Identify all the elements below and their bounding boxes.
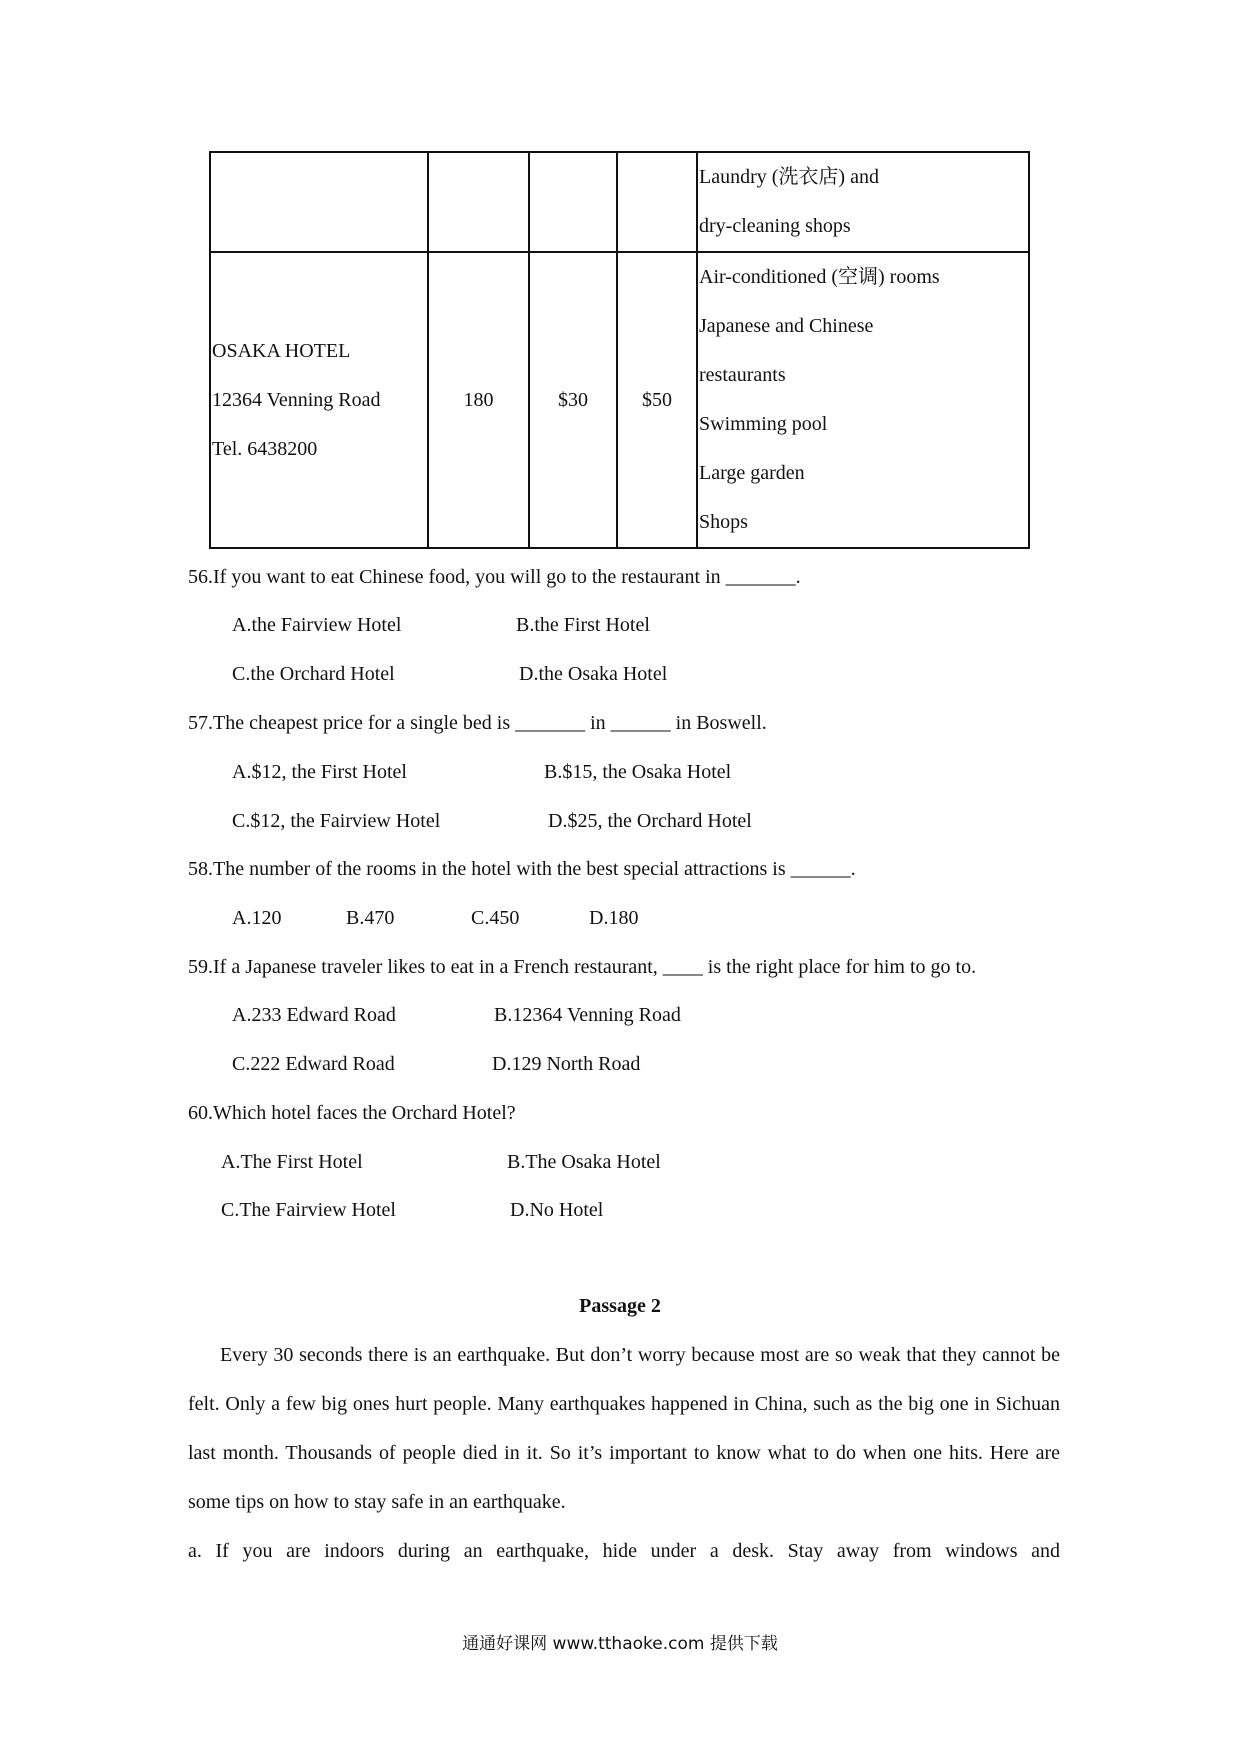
passage-paragraph: Every 30 seconds there is an earthquake. But don’t worry because most are so weak that they cannot be felt. Only a few big ones hurt people. Many earthquakes happened in China, such as the big one in Sichuan last month. Thousands of people died in it. So it’s important to know what to do when one hits. Here are some tips on how to stay safe in an earthquake. bbox=[188, 1344, 1060, 1513]
question-58-stem: 58.The number of the rooms in the hotel with the best special attractions is ______. bbox=[188, 858, 856, 880]
table-cell-double: $50 bbox=[617, 252, 697, 548]
option-58-a: A.120 bbox=[232, 907, 282, 929]
option-56-a: A.the Fairview Hotel bbox=[232, 614, 402, 636]
hotel-phone: Tel. 6438200 bbox=[212, 437, 318, 460]
option-60-c: C.The Fairview Hotel bbox=[221, 1199, 396, 1221]
facility-line: Swimming pool bbox=[699, 413, 828, 435]
facility-line: Air-conditioned (空调) rooms bbox=[699, 266, 940, 288]
facility-line: dry-cleaning shops bbox=[699, 215, 851, 237]
question-60-stem: 60.Which hotel faces the Orchard Hotel? bbox=[188, 1102, 516, 1124]
question-56-stem: 56.If you want to eat Chinese food, you will go to the restaurant in _______. bbox=[188, 566, 801, 588]
option-59-d: D.129 North Road bbox=[492, 1053, 641, 1075]
option-56-b: B.the First Hotel bbox=[516, 614, 650, 636]
option-56-c: C.the Orchard Hotel bbox=[232, 663, 395, 685]
option-57-a: A.$12, the First Hotel bbox=[232, 761, 407, 783]
table-cell-rooms: 180 bbox=[428, 252, 529, 548]
facility-line: Japanese and Chinese bbox=[699, 315, 874, 337]
question-59-stem: 59.If a Japanese traveler likes to eat in a French restaurant, ____ is the right place for him to go to. bbox=[188, 956, 977, 978]
table-cell-single bbox=[529, 152, 617, 252]
question-57-stem: 57.The cheapest price for a single bed is _______ in ______ in Boswell. bbox=[188, 712, 767, 734]
option-59-c: C.222 Edward Road bbox=[232, 1053, 395, 1075]
option-59-a: A.233 Edward Road bbox=[232, 1004, 396, 1026]
table-cell-rooms bbox=[428, 152, 529, 252]
table-cell-double bbox=[617, 152, 697, 252]
table-cell-hotel bbox=[210, 252, 428, 548]
option-60-d: D.No Hotel bbox=[510, 1199, 604, 1221]
option-58-c: C.450 bbox=[471, 907, 520, 929]
passage-title: Passage 2 bbox=[579, 1295, 661, 1317]
option-58-b: B.470 bbox=[346, 907, 395, 929]
facility-line: restaurants bbox=[699, 364, 786, 386]
option-58-d: D.180 bbox=[589, 907, 639, 929]
hotel-table bbox=[209, 151, 1030, 549]
hotel-name: OSAKA HOTEL bbox=[212, 339, 351, 362]
table-cell-single: $30 bbox=[529, 252, 617, 548]
option-59-b: B.12364 Venning Road bbox=[494, 1004, 681, 1026]
hotel-address: 12364 Venning Road bbox=[212, 388, 381, 411]
option-60-a: A.The First Hotel bbox=[221, 1151, 363, 1173]
option-56-d: D.the Osaka Hotel bbox=[519, 663, 668, 685]
option-57-c: C.$12, the Fairview Hotel bbox=[232, 810, 441, 832]
facility-line: Laundry (洗衣店) and bbox=[699, 166, 879, 188]
option-57-d: D.$25, the Orchard Hotel bbox=[548, 810, 752, 832]
option-57-b: B.$15, the Osaka Hotel bbox=[544, 761, 732, 783]
facility-line: Shops bbox=[699, 511, 748, 533]
table-row bbox=[210, 152, 1029, 252]
page-footer: 通通好课网 www.tthaoke.com 提供下载 bbox=[462, 1634, 778, 1654]
option-60-b: B.The Osaka Hotel bbox=[507, 1151, 661, 1173]
passage-tip-a: a. If you are indoors during an earthquake, hide under a desk. Stay away from windows and bbox=[188, 1540, 1060, 1562]
table-cell-hotel bbox=[210, 152, 428, 252]
table-row bbox=[210, 252, 1029, 548]
facility-line: Large garden bbox=[699, 462, 805, 484]
table-cell-facilities bbox=[697, 152, 1029, 252]
table-cell-facilities bbox=[697, 252, 1029, 548]
